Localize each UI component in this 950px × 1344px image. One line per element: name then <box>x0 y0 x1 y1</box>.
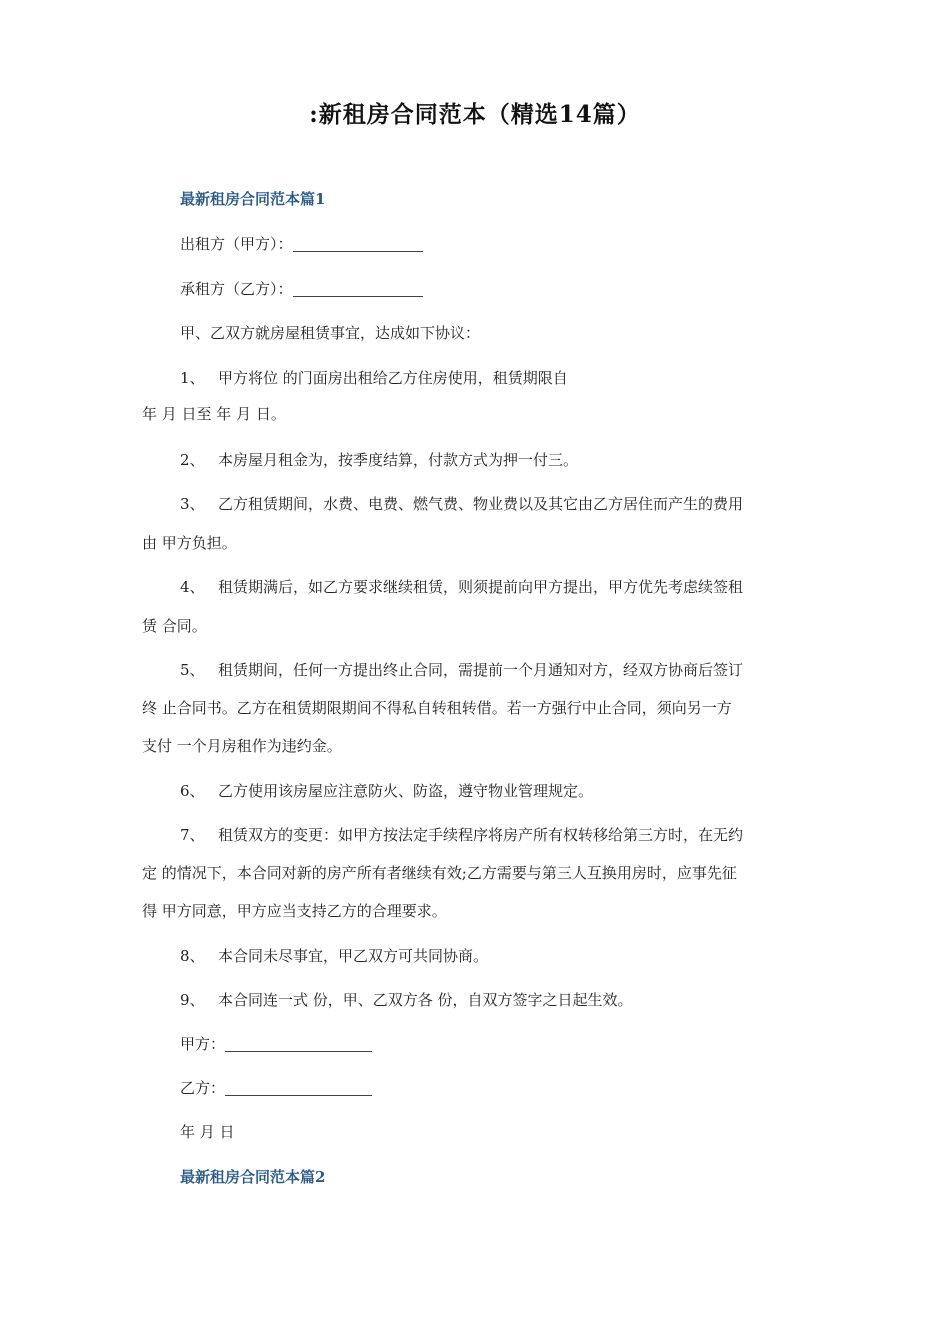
clause-1-cont: 年 月 日至 年 月 日。 <box>142 405 286 423</box>
clause-text: 租赁期满后，如乙方要求继续租赁，则须提前向甲方提出，甲方优先考虑续签租 <box>218 578 744 596</box>
party-a-label: 甲方： <box>180 1035 226 1053</box>
clause-7-cont2: 得 甲方同意，甲方应当支持乙方的合理要求。 <box>142 902 447 920</box>
clause-number: 9、 <box>180 991 205 1009</box>
clause-text: 租赁双方的变更：如甲方按法定手续程序将房产所有权转移给第三方时，在无约 <box>218 826 744 844</box>
clause-text: 租赁期间，任何一方提出终止合同，需提前一个月通知对方，经双方协商后签订 <box>218 661 744 679</box>
clause-5-cont: 终 止合同书。乙方在租赁期限期间不得私自转租转借。若一方强行中止合同，须向另一方 <box>142 699 732 717</box>
clause-number: 6、 <box>180 782 205 800</box>
clause-2 <box>180 449 578 470</box>
clause-5 <box>180 659 743 680</box>
clause-text: 乙方租赁期间，水费、电费、燃气费、物业费以及其它由乙方居住而产生的费用 <box>218 495 744 513</box>
clause-7-cont: 定 的情况下，本合同对新的房产所有者继续有效;乙方需要与第三人互换用房时，应事先征 <box>142 864 737 882</box>
clause-1 <box>180 367 568 388</box>
lessee-label: 承租方（乙方）： <box>180 280 293 298</box>
clause-number: 1、 <box>180 369 205 387</box>
lessor-blank <box>293 236 423 252</box>
lessee-blank <box>293 281 423 297</box>
clause-text: 本合同连一式 份，甲、乙双方各 份，自双方签字之日起生效。 <box>218 991 633 1009</box>
lessor-label: 出租方（甲方）： <box>180 235 293 253</box>
clause-number: 5、 <box>180 661 205 679</box>
clause-9 <box>180 989 633 1010</box>
clause-3-cont: 由 甲方负担。 <box>142 534 237 552</box>
party-a-line <box>180 1033 372 1054</box>
intro-text: 甲、乙双方就房屋租赁事宜，达成如下协议： <box>180 324 481 342</box>
clause-8 <box>180 945 488 966</box>
clause-4-cont: 赁 合同。 <box>142 617 207 635</box>
clause-text: 本合同未尽事宜，甲乙双方可共同协商。 <box>218 947 489 965</box>
clause-text: 乙方使用该房屋应注意防火、防盗，遵守物业管理规定。 <box>218 782 594 800</box>
document-title: :新租房合同范本（精选14篇） <box>309 101 641 128</box>
lessor-line <box>180 233 423 254</box>
lessee-line <box>180 278 423 299</box>
clause-6 <box>180 780 593 801</box>
clause-number: 3、 <box>180 495 205 513</box>
date-line: 年 月 日 <box>180 1123 235 1141</box>
clause-7 <box>180 824 743 845</box>
clause-5-cont2: 支付 一个月房租作为违约金。 <box>142 737 342 755</box>
clause-number: 7、 <box>180 826 205 844</box>
clause-number: 8、 <box>180 947 205 965</box>
party-b-blank <box>225 1080 372 1096</box>
clause-number: 4、 <box>180 578 205 596</box>
clause-number: 2、 <box>180 451 205 469</box>
section-heading-1: 最新租房合同范本篇1 <box>180 190 326 208</box>
section-heading-2: 最新租房合同范本篇2 <box>180 1168 326 1186</box>
party-b-label: 乙方： <box>180 1079 226 1097</box>
clause-text: 甲方将位 的门面房出租给乙方住房使用，租赁期限自 <box>218 369 568 387</box>
clause-4 <box>180 576 743 597</box>
clause-text: 本房屋月租金为，按季度结算，付款方式为押一付三。 <box>218 451 579 469</box>
party-a-blank <box>225 1036 372 1052</box>
clause-3 <box>180 493 743 514</box>
party-b-line <box>180 1077 372 1098</box>
